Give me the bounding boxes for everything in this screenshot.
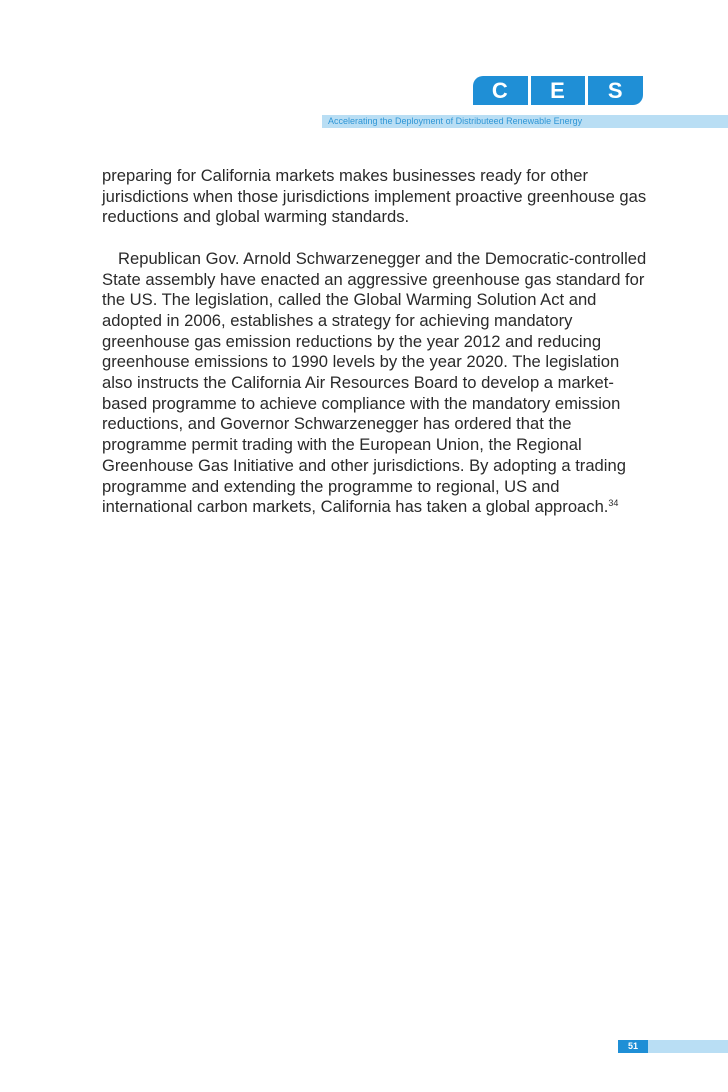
logo-letter-c: C bbox=[473, 76, 528, 105]
tagline: Accelerating the Deployment of Distributeed Renewable Energy bbox=[328, 116, 583, 126]
ces-logo bbox=[473, 76, 643, 105]
footnote-reference: 34 bbox=[608, 498, 619, 509]
page-number: 51 bbox=[618, 1040, 648, 1053]
logo-letter-e: E bbox=[531, 76, 586, 105]
logo-letter-s: S bbox=[588, 76, 643, 105]
paragraph-2 bbox=[102, 249, 647, 518]
body-text bbox=[102, 166, 647, 518]
paragraph-1: preparing for California markets makes businesses ready for other jurisdictions when those jurisdictions implement proactive greenhouse gas reductions and global warming standards. bbox=[102, 166, 647, 227]
paragraph-2-text: Republican Gov. Arnold Schwarzenegger and the Democratic-controlled State assembly have enacted an aggressive greenhouse gas standard for the US. The legislation, called the Global Warming Solution Act and adopted in 2006, establishes a strategy for achieving mandatory greenhouse gas emission reductions by the year 2012 and reducing greenhouse emissions to 1990 levels by the year 2020. The legislation also instructs the California Air Resources Board to develop a market-based programme to achieve compliance with the mandatory emission reductions, and Governor Schwarzenegger has ordered that the programme permit trading with the European Union, the Regional Greenhouse Gas Initiative and other jurisdictions. By adopting a trading programme and extending the programme to regional, US and international carbon markets, California has taken a global approach. bbox=[102, 248, 647, 517]
